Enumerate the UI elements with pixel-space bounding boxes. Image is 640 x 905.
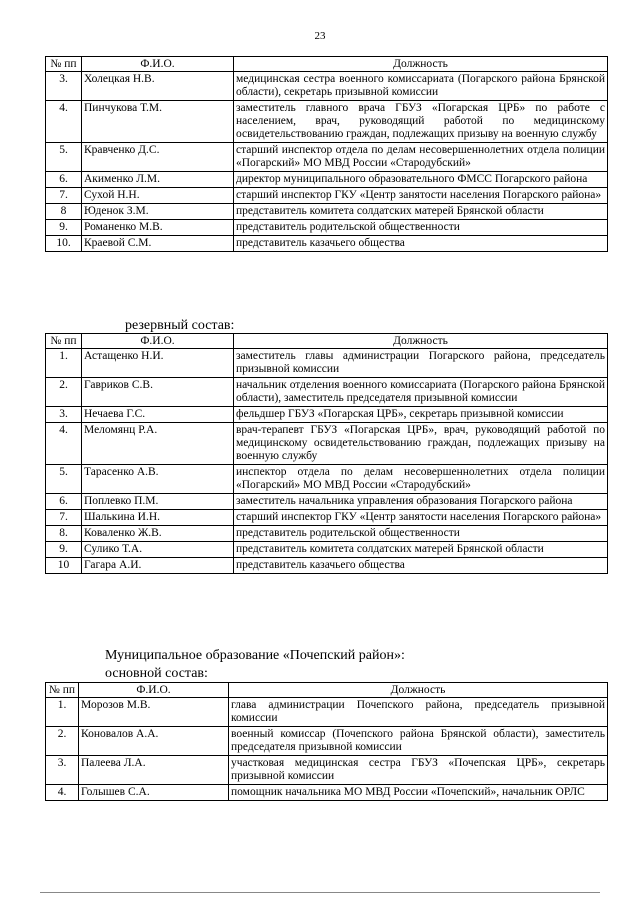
person-position: начальник отделения военного комиссариата (Погарского района Брянской области), заместитель председателя призывной комиссии (234, 378, 608, 407)
person-position: представитель комитета солдатских матерей Брянской области (234, 542, 608, 558)
person-position: заместитель начальника управления образования Погарского района (234, 494, 608, 510)
row-number: 7. (46, 188, 82, 204)
table-row (46, 727, 608, 756)
person-name: Гагара А.И. (82, 558, 234, 574)
person-name: Тарасенко А.В. (82, 465, 234, 494)
table-header-row (46, 683, 608, 698)
row-number: 8. (46, 526, 82, 542)
person-position: глава администрации Почепского района, председатель призывной комиссии (229, 698, 608, 727)
row-number: 5. (46, 465, 82, 494)
table-row (46, 204, 608, 220)
person-position: участковая медицинская сестра ГБУЗ «Почепская ЦРБ», секретарь призывной комиссии (229, 756, 608, 785)
table-row (46, 510, 608, 526)
municipality-heading: Муниципальное образование «Почепский район»: (105, 648, 405, 663)
table-row (46, 72, 608, 101)
table-row (46, 542, 608, 558)
table-row (46, 407, 608, 423)
row-number: 8 (46, 204, 82, 220)
person-position: помощник начальника МО МВД России «Почепский», начальник ОРЛС (229, 785, 608, 801)
person-name: Краевой С.М. (82, 236, 234, 252)
table-row (46, 698, 608, 727)
person-name: Юденок З.М. (82, 204, 234, 220)
person-name: Палеева Л.А. (79, 756, 229, 785)
person-name: Пинчукова Т.М. (82, 101, 234, 143)
row-number: 10. (46, 236, 82, 252)
row-number: 5. (46, 143, 82, 172)
table-row (46, 465, 608, 494)
row-number: 2. (46, 378, 82, 407)
person-position: врач-терапевт ГБУЗ «Погарская ЦРБ», врач, руководящий работой по медицинскому освидетельствованию граждан, подлежащих призыву на военную службу (234, 423, 608, 465)
person-name: Холецкая Н.В. (82, 72, 234, 101)
person-position: старший инспектор отдела по делам несовершеннолетних отдела полиции «Погарский» МО МВД России «Стародубский» (234, 143, 608, 172)
row-number: 6. (46, 172, 82, 188)
person-name: Сухой Н.Н. (82, 188, 234, 204)
person-name: Романенко М.В. (82, 220, 234, 236)
person-position: представитель казачьего общества (234, 236, 608, 252)
header-position: Должность (229, 683, 608, 698)
person-position: представитель родительской общественности (234, 220, 608, 236)
row-number: 4. (46, 423, 82, 465)
person-position: заместитель главы администрации Погарского района, председатель призывной комиссии (234, 349, 608, 378)
person-name: Коваленко Ж.В. (82, 526, 234, 542)
row-number: 1. (46, 349, 82, 378)
row-number: 3. (46, 72, 82, 101)
person-name: Меломянц Р.А. (82, 423, 234, 465)
header-num: № пп (46, 334, 82, 349)
table-row (46, 172, 608, 188)
row-number: 9. (46, 542, 82, 558)
table-row (46, 756, 608, 785)
person-name: Гавриков С.В. (82, 378, 234, 407)
table-row (46, 188, 608, 204)
row-number: 2. (46, 727, 79, 756)
commission-table-reserve (45, 333, 608, 574)
table-row (46, 378, 608, 407)
commission-table-main-continued (45, 56, 608, 252)
header-name: Ф.И.О. (82, 57, 234, 72)
row-number: 4. (46, 785, 79, 801)
person-name: Акименко Л.М. (82, 172, 234, 188)
table-row (46, 526, 608, 542)
person-position: старший инспектор ГКУ «Центр занятости населения Погарского района» (234, 188, 608, 204)
table-row (46, 220, 608, 236)
person-position: фельдшер ГБУЗ «Погарская ЦРБ», секретарь призывной комиссии (234, 407, 608, 423)
person-name: Поплевко П.М. (82, 494, 234, 510)
table-row (46, 423, 608, 465)
person-position: инспектор отдела по делам несовершеннолетних отдела полиции «Погарский» МО МВД России «Стародубский» (234, 465, 608, 494)
table-row (46, 143, 608, 172)
bottom-divider (40, 892, 600, 893)
table-row (46, 236, 608, 252)
table-header-row (46, 57, 608, 72)
table-row (46, 558, 608, 574)
person-name: Голышев С.А. (79, 785, 229, 801)
person-name: Сулико Т.А. (82, 542, 234, 558)
header-position: Должность (234, 57, 608, 72)
person-name: Коновалов А.А. (79, 727, 229, 756)
person-position: представитель комитета солдатских матерей Брянской области (234, 204, 608, 220)
main-composition-heading: основной состав: (105, 666, 208, 681)
person-position: старший инспектор ГКУ «Центр занятости населения Погарского района» (234, 510, 608, 526)
person-position: заместитель главного врача ГБУЗ «Погарская ЦРБ» по работе с населением, врач, руководящий работой по медицинскому освидетельствованию граждан, подлежащих призыву на военную службу (234, 101, 608, 143)
table-row (46, 101, 608, 143)
table-header-row (46, 334, 608, 349)
page-number: 23 (314, 30, 326, 42)
person-name: Кравченко Д.С. (82, 143, 234, 172)
header-position: Должность (234, 334, 608, 349)
row-number: 6. (46, 494, 82, 510)
person-name: Шалькина И.Н. (82, 510, 234, 526)
person-name: Астащенко Н.И. (82, 349, 234, 378)
table-row (46, 785, 608, 801)
person-position: представитель казачьего общества (234, 558, 608, 574)
row-number: 9. (46, 220, 82, 236)
row-number: 4. (46, 101, 82, 143)
table-row (46, 494, 608, 510)
reserve-heading: резервный состав: (125, 318, 235, 333)
person-name: Нечаева Г.С. (82, 407, 234, 423)
table-row (46, 349, 608, 378)
header-name: Ф.И.О. (82, 334, 234, 349)
person-name: Морозов М.В. (79, 698, 229, 727)
row-number: 10 (46, 558, 82, 574)
commission-table-pochep-main (45, 682, 608, 801)
person-position: представитель родительской общественности (234, 526, 608, 542)
row-number: 3. (46, 756, 79, 785)
header-num: № пп (46, 683, 79, 698)
row-number: 7. (46, 510, 82, 526)
row-number: 1. (46, 698, 79, 727)
person-position: военный комиссар (Почепского района Брянской области), заместитель председателя призывной комиссии (229, 727, 608, 756)
row-number: 3. (46, 407, 82, 423)
header-num: № пп (46, 57, 82, 72)
person-position: медицинская сестра военного комиссариата (Погарского района Брянской области), секретарь призывной комиссии (234, 72, 608, 101)
header-name: Ф.И.О. (79, 683, 229, 698)
person-position: директор муниципального образовательного ФМСС Погарского района (234, 172, 608, 188)
